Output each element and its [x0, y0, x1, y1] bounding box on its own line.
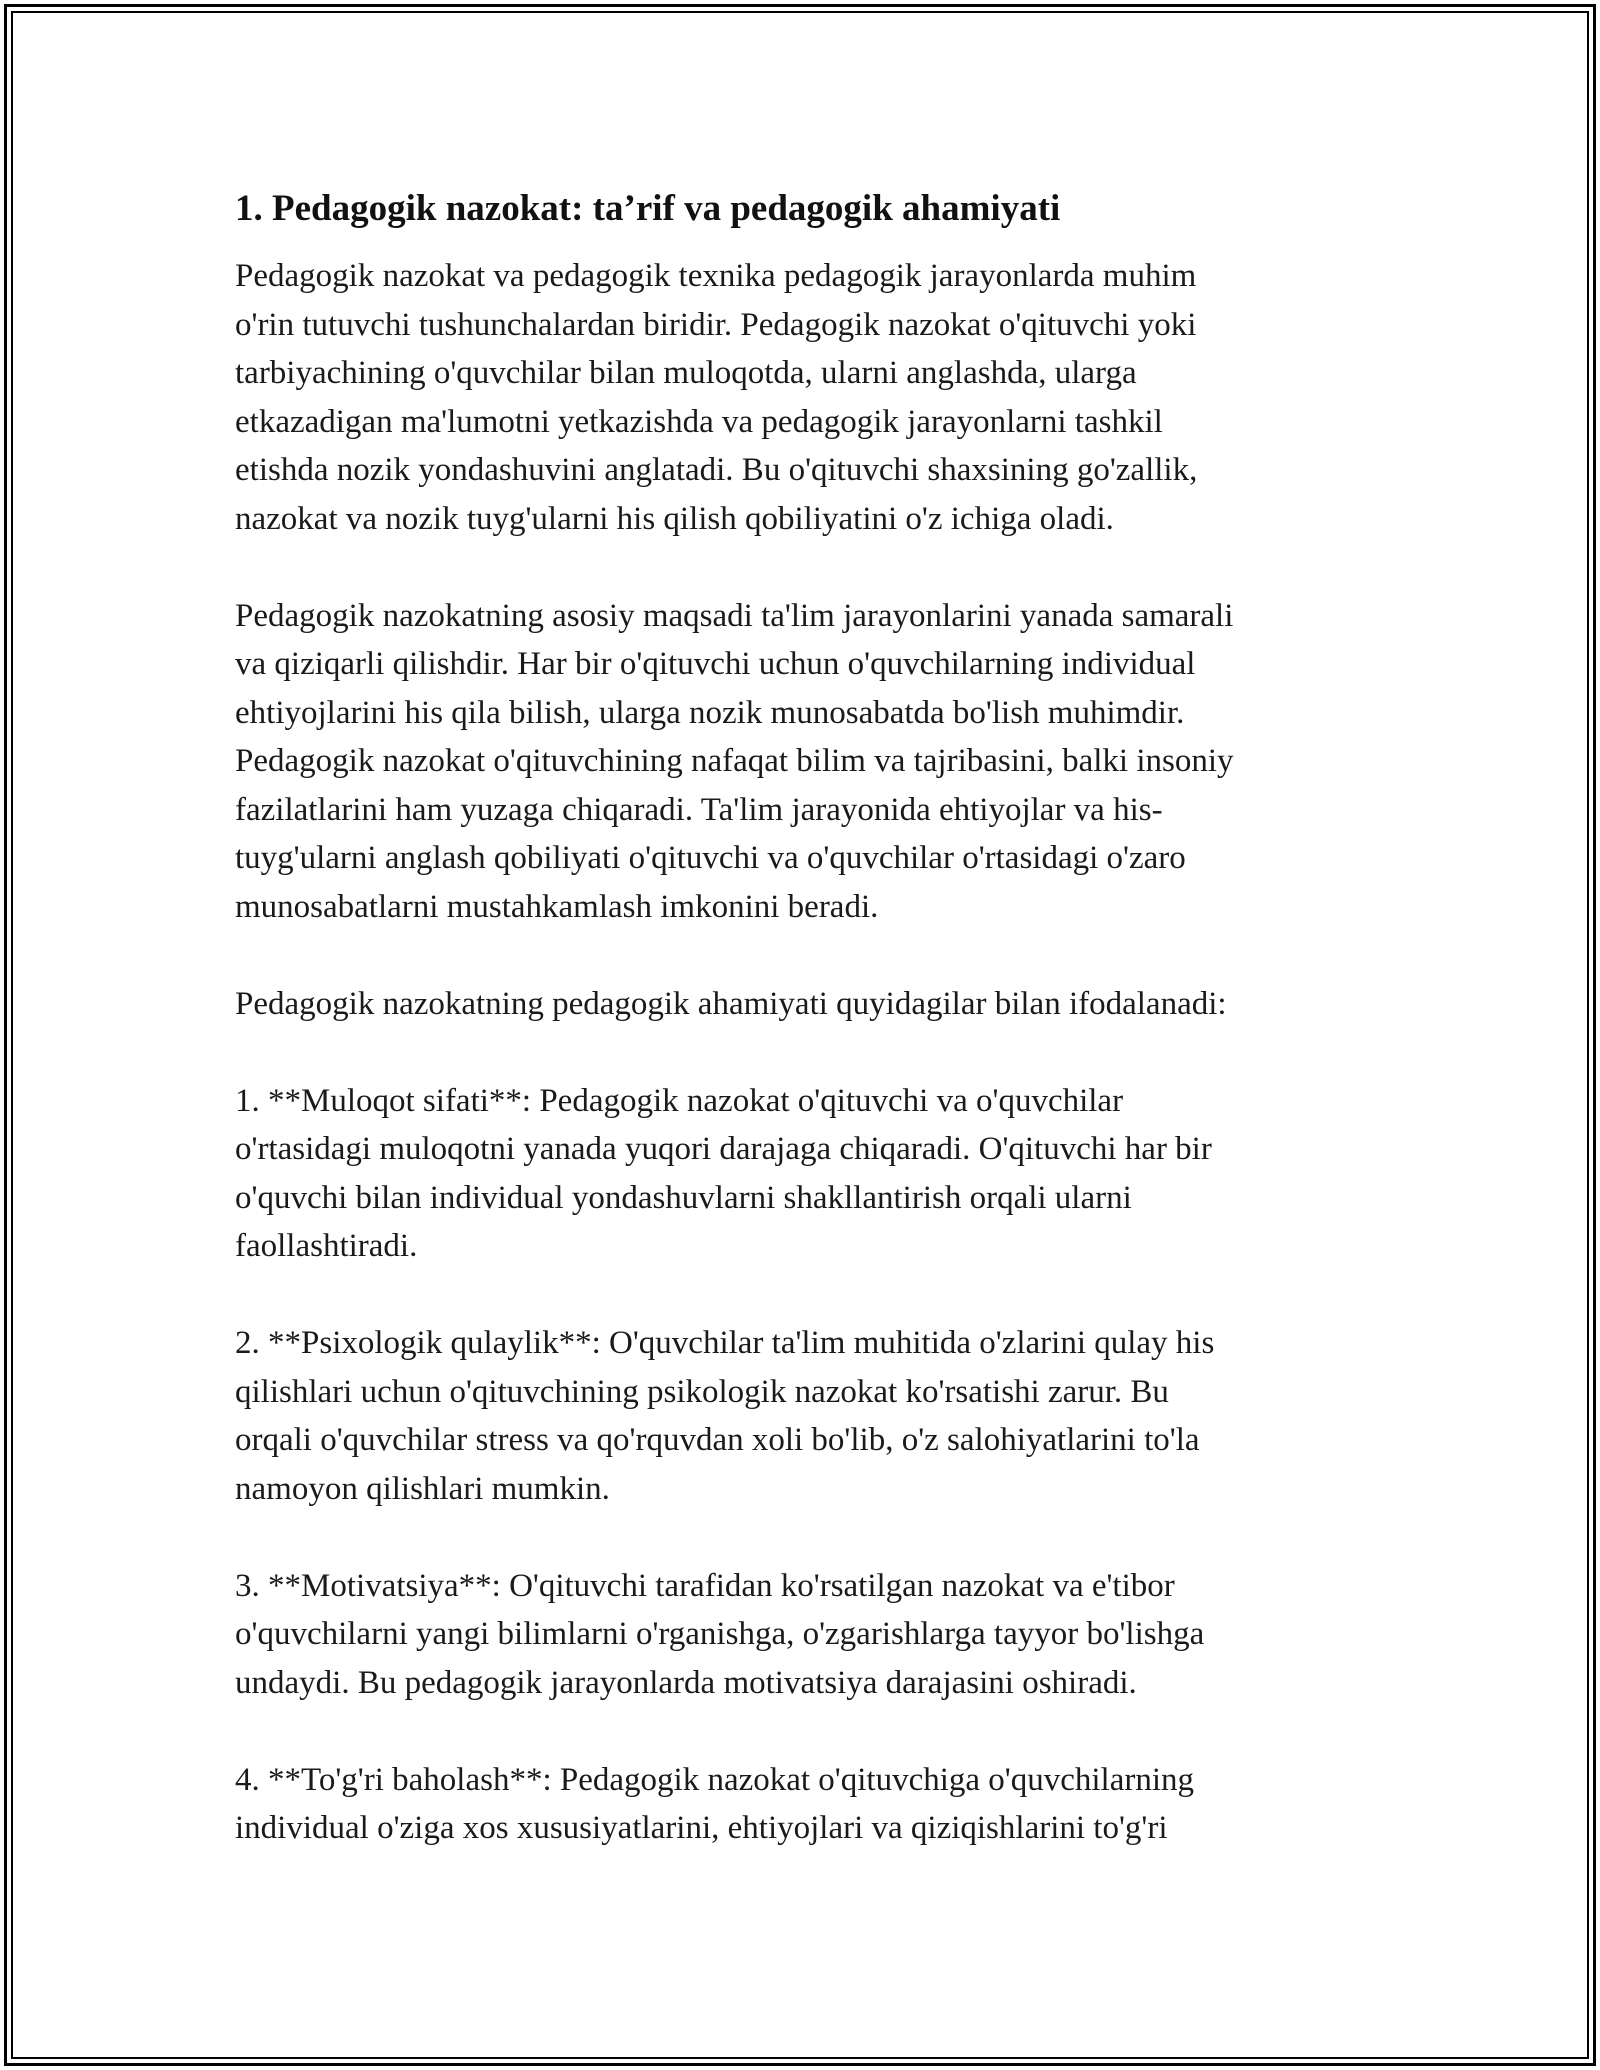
list-item-1 — [235, 1077, 1365, 1271]
list-item-4 — [235, 1756, 1365, 1853]
text-line: undaydi. Bu pedagogik jarayonlarda motivatsiya darajasini oshiradi. — [235, 1664, 1137, 1701]
text-line: individual o'ziga xos xususiyatlarini, ehtiyojlari va qiziqishlarini to'g'ri — [235, 1810, 1168, 1846]
text-line: o'quvchi bilan individual yondashuvlarni shakllantirish orqali ularni — [235, 1179, 1132, 1216]
list-item-3 — [235, 1562, 1365, 1708]
text-line: 1. **Muloqot sifati**: Pedagogik nazokat o'qituvchi va o'quvchilar — [235, 1082, 1124, 1119]
text-line: o'quvchilarni yangi bilimlarni o'rganishga, o'zgarishlarga tayyor bo'lishga — [235, 1616, 1205, 1652]
text-line: qilishlari uchun o'qituvchining psikologik nazokat ko'rsatishi zarur. Bu — [235, 1373, 1169, 1410]
section-heading: 1. Pedagogik nazokat: ta’rif va pedagogik ahamiyati — [235, 188, 1061, 229]
text-line: tuyg'ularni anglash qobiliyati o'qituvchi va o'quvchilar o'rtasidagi o'zaro — [235, 840, 1186, 876]
text-line: 4. **To'g'ri baholash**: Pedagogik nazokat o'qituvchiga o'quvchilarning — [235, 1761, 1195, 1798]
text-line: faollashtiradi. — [235, 1228, 418, 1264]
paragraph-intro-list — [235, 980, 1365, 1029]
text-line: etishda nozik yondashuvini anglatadi. Bu o'qituvchi shaxsining go'zallik, — [235, 452, 1198, 488]
text-line: Pedagogik nazokat va pedagogik texnika pedagogik jarayonlarda muhim — [235, 258, 1197, 294]
text-line: tarbiyachining o'quvchilar bilan muloqotda, ularni anglashda, ularga — [235, 355, 1137, 391]
text-line: 3. **Motivatsiya**: O'qituvchi tarafidan ko'rsatilgan nazokat va e'tibor — [235, 1567, 1175, 1604]
document-body — [235, 186, 1365, 1853]
text-line: va qiziqarli qilishdir. Har bir o'qituvchi uchun o'quvchilarning individual — [235, 646, 1196, 682]
text-line: munosabatlarni mustahkamlash imkonini beradi. — [235, 888, 879, 925]
text-line: namoyon qilishlari mumkin. — [235, 1470, 610, 1507]
text-line: o'rtasidagi muloqotni yanada yuqori darajaga chiqaradi. O'qituvchi har bir — [235, 1131, 1212, 1167]
text-line: fazilatlarini ham yuzaga chiqaradi. Ta'lim jarayonida ehtiyojlar va his- — [235, 791, 1163, 828]
text-line: Pedagogik nazokatning pedagogik ahamiyati quyidagilar bilan ifodalanadi: — [235, 985, 1227, 1022]
paragraph-purpose — [235, 592, 1365, 932]
text-line: o'rin tutuvchi tushunchalardan biridir. Pedagogik nazokat o'qituvchi yoki — [235, 306, 1197, 343]
text-line: Pedagogik nazokat o'qituvchining nafaqat bilim va tajribasini, balki insoniy — [235, 743, 1234, 779]
list-item-2 — [235, 1319, 1365, 1513]
paragraph-definition — [235, 252, 1365, 543]
text-line: orqali o'quvchilar stress va qo'rquvdan xoli bo'lib, o'z salohiyatlarini to'la — [235, 1422, 1200, 1458]
text-line: etkazadigan ma'lumotni yetkazishda va pedagogik jarayonlarni tashkil — [235, 403, 1163, 440]
text-line: 2. **Psixologik qulaylik**: O'quvchilar ta'lim muhitida o'zlarini qulay his — [235, 1325, 1215, 1361]
text-line: ehtiyojlarini his qila bilish, ularga nozik munosabatda bo'lish muhimdir. — [235, 694, 1185, 731]
text-line: nazokat va nozik tuyg'ularni his qilish qobiliyatini o'z ichiga oladi. — [235, 500, 1114, 537]
text-line: Pedagogik nazokatning asosiy maqsadi ta'lim jarayonlarini yanada samarali — [235, 597, 1234, 634]
